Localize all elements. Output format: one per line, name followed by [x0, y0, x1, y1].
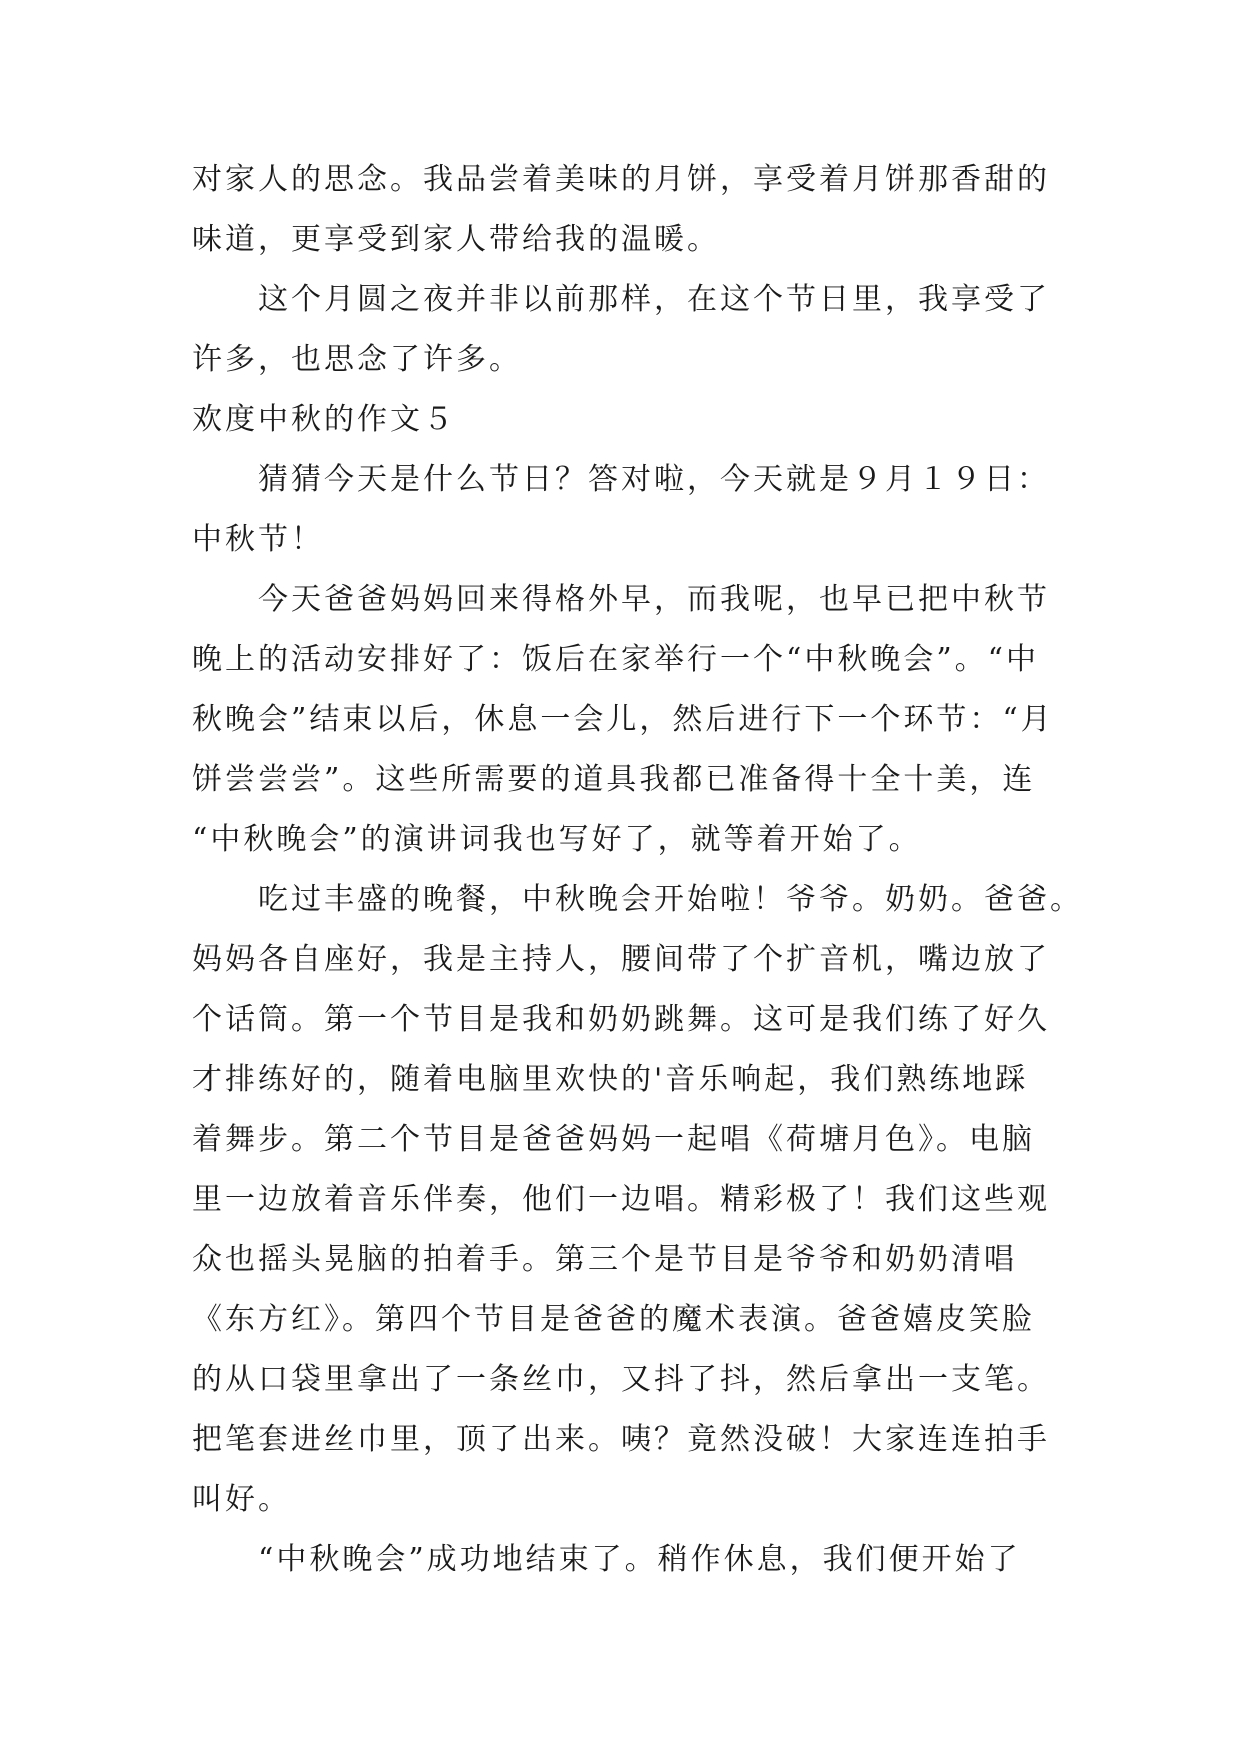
- paragraph-line: 着舞步。第二个节目是爸爸妈妈一起唱《荷塘月色》。电脑: [192, 1122, 1035, 1157]
- paragraph-line: 饼尝尝尝”。这些所需要的道具我都已准备得十全十美，连: [192, 762, 1036, 797]
- paragraph-line: 才排练好的，随着电脑里欢快的'音乐响起，我们熟练地踩: [192, 1062, 1029, 1097]
- paragraph-line: 秋晚会”结束以后，休息一会儿，然后进行下一个环节：“月: [192, 702, 1054, 737]
- paragraph-line: 吃过丰盛的晚餐，中秋晚会开始啦！爷爷。奶奶。爸爸。: [258, 882, 1083, 917]
- paragraph-line: 晚上的活动安排好了：饭后在家举行一个“中秋晚会”。“中: [192, 642, 1040, 677]
- paragraph-line: 中秋节！: [192, 522, 324, 557]
- paragraph-line: “中秋晚会”成功地结束了。稍作休息，我们便开始了: [258, 1542, 1021, 1577]
- paragraph-line: 个话筒。第一个节目是我和奶奶跳舞。这可是我们练了好久: [192, 1002, 1050, 1037]
- paragraph-line: 把笔套进丝巾里，顶了出来。咦？竟然没破！大家连连拍手: [192, 1422, 1050, 1457]
- paragraph-line: 对家人的思念。我品尝着美味的月饼，享受着月饼那香甜的: [192, 162, 1050, 197]
- essay-body: [192, 150, 1083, 1590]
- paragraph-line: 猜猜今天是什么节日？答对啦，今天就是９月１９日：: [258, 462, 1050, 497]
- paragraph-line: 《东方红》。第四个节目是爸爸的魔术表演。爸爸嬉皮笑脸: [192, 1302, 1035, 1337]
- paragraph-line: 叫好。: [192, 1482, 291, 1517]
- paragraph-line: 这个月圆之夜并非以前那样，在这个节日里，我享受了: [258, 282, 1050, 317]
- paragraph-line: 许多，也思念了许多。: [192, 342, 522, 377]
- paragraph-line: 味道，更享受到家人带给我的温暖。: [192, 222, 720, 257]
- paragraph-line: 今天爸爸妈妈回来得格外早，而我呢，也早已把中秋节: [258, 582, 1050, 617]
- section-heading: 欢度中秋的作文５: [192, 402, 456, 437]
- paragraph-line: 里一边放着音乐伴奏，他们一边唱。精彩极了！我们这些观: [192, 1182, 1050, 1217]
- paragraph-line: 众也摇头晃脑的拍着手。第三个是节目是爷爷和奶奶清唱: [192, 1242, 1017, 1277]
- paragraph-line: 的从口袋里拿出了一条丝巾，又抖了抖，然后拿出一支笔。: [192, 1362, 1050, 1397]
- paragraph-line: “中秋晚会”的演讲词我也写好了，就等着开始了。: [192, 822, 922, 857]
- paragraph-line: 妈妈各自座好，我是主持人，腰间带了个扩音机，嘴边放了: [192, 942, 1050, 977]
